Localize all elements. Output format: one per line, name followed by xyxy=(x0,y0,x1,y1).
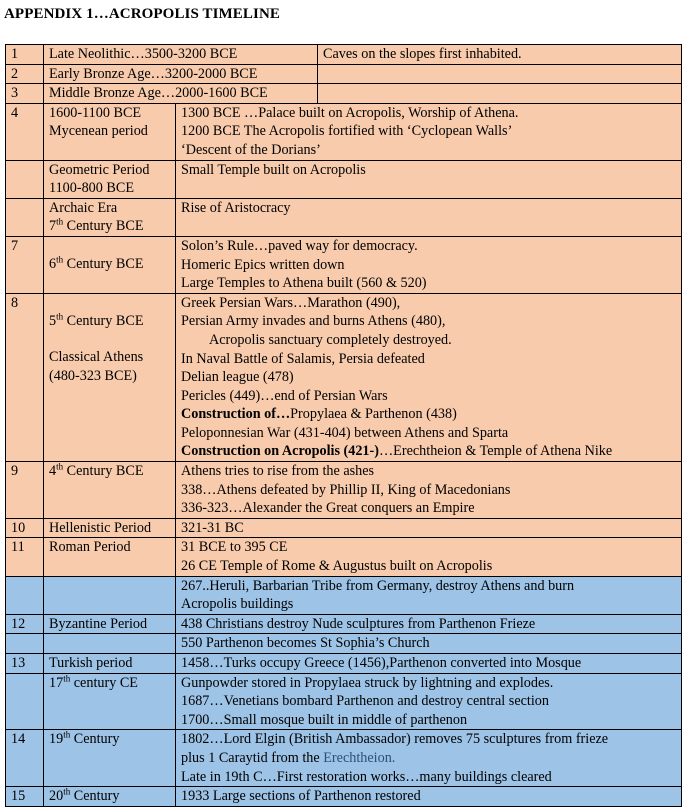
row-number: 10 xyxy=(6,518,44,538)
table-row xyxy=(6,538,682,576)
event-line: plus 1 Caraytid from the Erechtheion. xyxy=(181,749,396,766)
event-cell xyxy=(176,730,682,787)
event-line: 1200 BCE The Acropolis fortified with ‘Cyclopean Walls’ xyxy=(181,123,513,140)
period-cell xyxy=(44,673,176,730)
event-cell xyxy=(176,462,682,519)
event-line: Construction on Acropolis (421-)…Erechtheion & Temple of Athena Nike xyxy=(181,443,613,460)
event-line: 1687…Venetians bombard Parthenon and destroy central section xyxy=(181,693,549,710)
period-cell: Hellenistic Period xyxy=(44,518,176,538)
period-cell xyxy=(44,730,176,787)
timeline-table xyxy=(5,44,682,807)
period-cell xyxy=(44,462,176,519)
event-line: Late in 19th C…First restoration works…many buildings cleared xyxy=(181,768,552,785)
period-cell xyxy=(44,787,176,807)
event-line: 336-323…Alexander the Great conquers an Empire xyxy=(181,500,475,517)
table-row xyxy=(6,236,682,293)
event-cell xyxy=(176,236,682,293)
period-line: 1600-1100 BCE xyxy=(49,104,142,121)
period-cell xyxy=(44,198,176,236)
table-row xyxy=(6,673,682,730)
period-line: 5th Century BCE xyxy=(49,310,144,329)
event-line: Greek Persian Wars…Marathon (490), xyxy=(181,294,401,311)
event-line: Solon’s Rule…paved way for democracy. xyxy=(181,237,418,254)
period-cell: Late Neolithic…3500-3200 BCE xyxy=(44,45,318,65)
row-number: 3 xyxy=(6,84,44,104)
event-line: Rise of Aristocracy xyxy=(181,199,291,216)
row-number: 4 xyxy=(6,103,44,160)
period-cell xyxy=(44,576,176,614)
event-cell: 438 Christians destroy Nude sculptures from Parthenon Frieze xyxy=(176,614,682,634)
table-row xyxy=(6,730,682,787)
period-cell xyxy=(44,293,176,461)
table-row xyxy=(6,198,682,236)
event-line: Small Temple built on Acropolis xyxy=(181,161,366,178)
period-cell: Roman Period xyxy=(44,538,176,576)
row-number xyxy=(6,576,44,614)
row-number xyxy=(6,198,44,236)
period-cell xyxy=(44,634,176,654)
row-number: 15 xyxy=(6,787,44,807)
event-line: 1802…Lord Elgin (British Ambassador) removes 75 sculptures from frieze xyxy=(181,731,609,748)
table-row xyxy=(6,518,682,538)
period-line: 17th century CE xyxy=(49,672,138,691)
event-cell xyxy=(176,576,682,614)
event-cell xyxy=(176,673,682,730)
event-cell xyxy=(176,160,682,198)
period-cell: Middle Bronze Age…2000-1600 BCE xyxy=(44,84,318,104)
table-row xyxy=(6,84,682,104)
period-cell xyxy=(44,236,176,293)
period-cell: Byzantine Period xyxy=(44,614,176,634)
row-number: 7 xyxy=(6,236,44,293)
event-line: Delian league (478) xyxy=(181,369,294,386)
period-line: Classical Athens xyxy=(49,349,144,366)
period-line: 1100-800 BCE xyxy=(49,180,134,197)
row-number xyxy=(6,160,44,198)
period-line: Archaic Era xyxy=(49,199,118,216)
table-row xyxy=(6,654,682,674)
event-line: Large Temples to Athena built (560 & 520) xyxy=(181,275,427,292)
event-cell: 1458…Turks occupy Greece (1456),Parthenon converted into Mosque xyxy=(176,654,682,674)
row-number: 9 xyxy=(6,462,44,519)
row-number: 1 xyxy=(6,45,44,65)
event-cell xyxy=(176,293,682,461)
table-row xyxy=(6,45,682,65)
event-cell xyxy=(318,64,682,84)
period-line: 19th Century xyxy=(49,729,120,748)
row-number xyxy=(6,634,44,654)
period-line: 7th Century BCE xyxy=(49,216,144,235)
event-cell xyxy=(176,198,682,236)
row-number: 2 xyxy=(6,64,44,84)
event-cell: 1933 Large sections of Parthenon restored xyxy=(176,787,682,807)
row-number: 8 xyxy=(6,293,44,461)
event-line: Persian Army invades and burns Athens (480), xyxy=(181,313,446,330)
table-row xyxy=(6,787,682,807)
event-line: ‘Descent of the Dorians’ xyxy=(181,141,321,158)
event-line: Peloponnesian War (431-404) between Athens and Sparta xyxy=(181,424,509,441)
event-cell: Caves on the slopes first inhabited. xyxy=(318,45,682,65)
table-row xyxy=(6,64,682,84)
row-number: 13 xyxy=(6,654,44,674)
period-line: Geometric Period xyxy=(49,161,150,178)
period-cell: Turkish period xyxy=(44,654,176,674)
event-line: Acropolis sanctuary completely destroyed. xyxy=(209,331,452,348)
table-row xyxy=(6,160,682,198)
event-cell xyxy=(176,538,682,576)
row-number: 11 xyxy=(6,538,44,576)
event-line: 31 BCE to 395 CE xyxy=(181,539,288,556)
event-cell: 550 Parthenon becomes St Sophia’s Church xyxy=(176,634,682,654)
row-number: 14 xyxy=(6,730,44,787)
event-line: Homeric Epics written down xyxy=(181,256,345,273)
event-cell: 321-31 BC xyxy=(176,518,682,538)
event-line: 26 CE Temple of Rome & Augustus built on Acropolis xyxy=(181,558,493,575)
event-line: 1700…Small mosque built in middle of parthenon xyxy=(181,711,468,728)
period-cell xyxy=(44,160,176,198)
table-row xyxy=(6,103,682,160)
event-cell xyxy=(176,103,682,160)
row-number: 12 xyxy=(6,614,44,634)
period-line: 4th Century BCE xyxy=(49,461,144,480)
event-line: 338…Athens defeated by Phillip II, King of Macedonians xyxy=(181,481,511,498)
table-row xyxy=(6,462,682,519)
event-cell xyxy=(318,84,682,104)
period-line: Mycenean period xyxy=(49,123,148,140)
period-line: 6th Century BCE xyxy=(49,254,144,272)
event-line: Construction of…Propylaea & Parthenon (438) xyxy=(181,406,457,423)
period-cell xyxy=(44,103,176,160)
table-row xyxy=(6,576,682,614)
period-line: 20th Century xyxy=(49,786,120,805)
period-line: (480-323 BCE) xyxy=(49,367,137,384)
period-cell: Early Bronze Age…3200-2000 BCE xyxy=(44,64,318,84)
event-line: Athens tries to rise from the ashes xyxy=(181,463,375,480)
table-row xyxy=(6,293,682,461)
page-title: APPENDIX 1…ACROPOLIS TIMELINE xyxy=(4,6,280,22)
event-line: In Naval Battle of Salamis, Persia defeated xyxy=(181,350,425,367)
event-line: Pericles (449)…end of Persian Wars xyxy=(181,387,388,404)
row-number xyxy=(6,673,44,730)
table-row xyxy=(6,634,682,654)
event-line: Gunpowder stored in Propylaea struck by lightning and explodes. xyxy=(181,674,554,691)
event-line: Acropolis buildings xyxy=(181,596,294,613)
event-line: 1300 BCE …Palace built on Acropolis, Worship of Athena. xyxy=(181,104,519,121)
event-line: 267..Heruli, Barbarian Tribe from Germany, destroy Athens and burn xyxy=(181,577,575,594)
table-row xyxy=(6,614,682,634)
